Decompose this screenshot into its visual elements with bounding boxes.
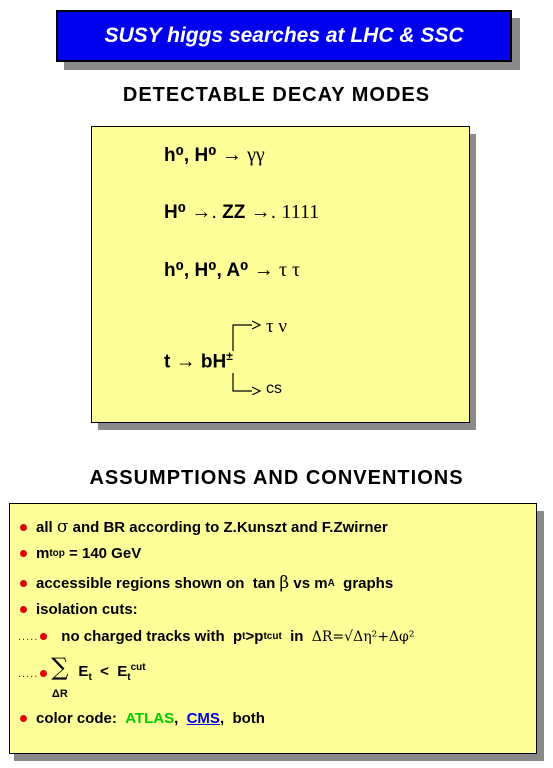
sigma-symbol: σ (56, 517, 69, 537)
decay2-particle: H⁰ (164, 202, 187, 223)
decay-line-2 (164, 201, 319, 224)
bullet-dot (20, 550, 27, 557)
decay4-rhs: bH (200, 351, 227, 373)
color-sep1: , (174, 710, 187, 727)
bullet-dot (20, 715, 27, 722)
dotted-leader: ..... (18, 630, 39, 643)
isolation-text: isolation cuts: (36, 601, 138, 618)
bullet-color-code (20, 710, 265, 727)
pt-sup: cut (266, 631, 282, 642)
bullet-sigma-br (20, 517, 388, 537)
decay3-arrow: → (253, 259, 274, 281)
bullet1-text: all (36, 518, 53, 536)
decay-line-4 (164, 349, 233, 373)
regions-sub: A (327, 577, 335, 589)
bullet-dot (40, 670, 47, 677)
delta-r-formula: ΔR=√Δη²+Δφ² (311, 628, 415, 645)
pt-sub2: t (263, 631, 267, 642)
decay2-mid: ZZ (222, 202, 246, 223)
decay3-products: τ τ (279, 259, 301, 281)
pt-mid: >p (245, 628, 264, 645)
color-code-label: color code: (36, 710, 126, 727)
decay-modes-box (91, 126, 470, 423)
decay1-particles: h⁰, H⁰ (164, 145, 217, 166)
cms-link[interactable]: CMS (186, 710, 220, 727)
subbullet-sum (18, 654, 146, 700)
sum-expression (78, 662, 145, 683)
title-banner (56, 10, 512, 62)
et-s2: t (127, 672, 131, 683)
bullet-mtop (20, 545, 141, 562)
decay-line-1 (164, 144, 265, 167)
bullet1-text-after: and BR according to Z.Kunszt and F.Zwirner (72, 518, 388, 536)
et-e1: E (78, 663, 89, 680)
mtop-m: m (36, 545, 50, 562)
sum-lt: < (91, 663, 118, 680)
decay1-products: γγ (247, 144, 265, 166)
bullet-isolation (20, 601, 138, 618)
decay2-arrow1: →. (191, 201, 217, 223)
assumptions-box (9, 503, 537, 754)
mtop-sub: top (49, 548, 65, 559)
et-sup: cut (130, 662, 146, 673)
atlas-label: ATLAS (125, 710, 175, 727)
decay-line-3 (164, 259, 300, 282)
tracks-text: no charged tracks with p (61, 628, 243, 645)
decay2-arrow2: →. (250, 201, 277, 223)
bullet-regions (20, 573, 393, 593)
bullet-dot (20, 524, 27, 531)
regions-text: accessible regions shown on tan (36, 574, 276, 592)
bullet-dot (20, 580, 27, 587)
mtop-value: = 140 GeV (64, 545, 142, 562)
decay-modes-heading: DETECTABLE DECAY MODES (122, 84, 431, 106)
subbullet-tracks (18, 628, 414, 645)
decay1-arrow: → (221, 144, 242, 166)
branch-arrows-icon (230, 315, 270, 395)
decay4-upper: τ ν (266, 316, 287, 337)
beta-symbol: β (279, 573, 290, 593)
bullet-dot (40, 633, 47, 640)
decay2-products: 1111 (281, 201, 320, 223)
regions-tail: graphs (334, 574, 394, 592)
decay4-arrow: → (175, 350, 196, 373)
tracks-in: in (281, 628, 312, 645)
decay3-particles: h⁰, H⁰, A⁰ (164, 260, 249, 281)
decay4-lower: cs (266, 380, 282, 397)
sum-block (51, 654, 68, 700)
decay4-lhs: t (164, 351, 171, 373)
dotted-leader: ..... (18, 668, 39, 680)
bullet-dot (20, 606, 27, 613)
sum-symbol: ∑ (51, 653, 69, 681)
sum-under: ΔR (51, 688, 68, 700)
pt-sub1: t (242, 631, 246, 642)
assumptions-heading: ASSUMPTIONS AND CONVENTIONS (89, 467, 464, 489)
et-s1: t (88, 672, 92, 683)
et-e2: E (117, 663, 128, 680)
decay4-charge: ± (226, 349, 233, 363)
page-title: SUSY higgs searches at LHC & SSC (56, 10, 512, 62)
regions-vs: vs m (289, 574, 328, 592)
color-sep2: , both (219, 710, 265, 727)
